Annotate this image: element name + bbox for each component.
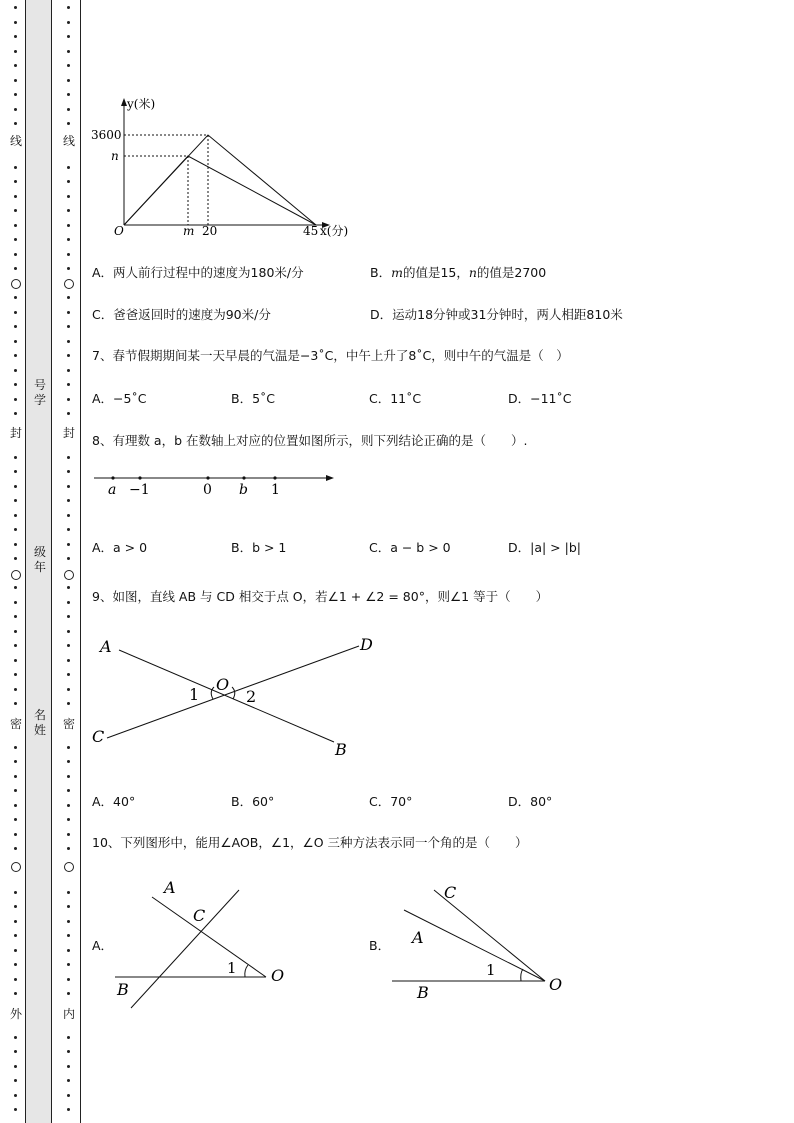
margin-dot: [14, 963, 17, 966]
q7-stem: 7、春节假期期间某一天早晨的气温是−3˚C，中午上升了8˚C，则中午的气温是（ ）: [92, 348, 569, 363]
margin-char-xian-right: 线: [63, 134, 76, 148]
margin-dot: [14, 949, 17, 952]
margin-dot: [67, 354, 70, 357]
margin-char-feng-right: 封: [63, 426, 76, 440]
margin-dot: [67, 601, 70, 604]
fig-b-label-c: C: [444, 883, 457, 902]
margin-dot: [67, 543, 70, 546]
origin-label: O: [114, 224, 124, 238]
margin-dot: [67, 325, 70, 328]
margin-dot: [14, 833, 17, 836]
margin-dot: [14, 673, 17, 676]
margin-dot: [14, 818, 17, 821]
margin-dot: [14, 934, 17, 937]
margin-dot: [14, 644, 17, 647]
q6-option-a: A．两人前行过程中的速度为180米/分: [92, 265, 304, 280]
margin-dot: [14, 499, 17, 502]
line-cd: [107, 646, 359, 738]
margin-dot: [14, 789, 17, 792]
margin-dot: [67, 21, 70, 24]
margin-dot: [67, 789, 70, 792]
x-tick-20: 20: [202, 224, 218, 238]
q8-option-d: D．|a| > |b|: [508, 540, 581, 555]
margin-dot: [67, 412, 70, 415]
margin-dot: [14, 64, 17, 67]
margin-dot: [14, 456, 17, 459]
x-tick-45: 45: [303, 224, 319, 238]
margin-dot: [67, 195, 70, 198]
point-label-d: D: [360, 635, 373, 654]
margin-dot: [14, 122, 17, 125]
margin-dot: [67, 1079, 70, 1082]
margin-dot: [67, 746, 70, 749]
label-one: 1: [271, 482, 280, 498]
margin-dot: [67, 180, 70, 183]
margin-circle: [11, 279, 21, 289]
margin-dot: [67, 1108, 70, 1111]
point-one: [273, 476, 276, 479]
margin-dot: [14, 1079, 17, 1082]
margin-dot: [14, 1036, 17, 1039]
dotted-line-inner: [67, 0, 73, 1123]
fig-a-label-o: O: [271, 966, 285, 985]
number-line: [90, 466, 340, 500]
margin-dot: [14, 847, 17, 850]
label-minus-one: −1: [129, 482, 150, 498]
point-b: [242, 476, 245, 479]
angle-1-arc: [211, 687, 214, 699]
margin-dot: [67, 6, 70, 9]
margin-dot: [67, 1036, 70, 1039]
margin-dot: [67, 688, 70, 691]
margin-dot: [14, 354, 17, 357]
margin-dot: [14, 21, 17, 24]
x-tick-m: m: [183, 224, 195, 238]
point-a: [111, 476, 114, 479]
margin-dot: [14, 108, 17, 111]
margin-dot: [14, 905, 17, 908]
margin-dot: [67, 920, 70, 923]
margin-dot: [67, 64, 70, 67]
margin-dot: [14, 557, 17, 560]
margin-dot: [67, 470, 70, 473]
margin-dot: [67, 557, 70, 560]
field-label-student-number: 号学: [33, 378, 46, 407]
margin-dot: [14, 760, 17, 763]
margin-dot: [67, 166, 70, 169]
margin-dot: [67, 905, 70, 908]
q7-option-b: B．5˚C: [231, 391, 276, 406]
margin-dot: [67, 630, 70, 633]
graph-line-child: [124, 156, 316, 225]
margin-dot: [14, 166, 17, 169]
margin-char-xian-left: 线: [10, 134, 23, 148]
margin-dot: [14, 528, 17, 531]
margin-dot: [14, 514, 17, 517]
margin-dot: [67, 833, 70, 836]
margin-dot: [14, 746, 17, 749]
margin-dot: [67, 50, 70, 53]
margin-circle: [11, 570, 21, 580]
margin-char-wai-left: 外: [10, 1007, 23, 1021]
binding-border-line: [80, 0, 81, 1123]
margin-dot: [67, 93, 70, 96]
margin-dot: [14, 543, 17, 546]
margin-dot: [14, 470, 17, 473]
margin-dot: [14, 6, 17, 9]
margin-dot: [67, 369, 70, 372]
angle-label-1: 1: [189, 685, 200, 704]
margin-dot: [67, 978, 70, 981]
margin-dot: [14, 369, 17, 372]
margin-dot: [67, 514, 70, 517]
margin-dot: [67, 398, 70, 401]
margin-dot: [14, 601, 17, 604]
margin-dot: [14, 224, 17, 227]
margin-dot: [67, 992, 70, 995]
intersecting-lines-figure: [88, 630, 388, 765]
fig-a-label-1: 1: [227, 959, 237, 977]
q8-option-a: A．a > 0: [92, 540, 148, 555]
margin-dot: [14, 630, 17, 633]
margin-dot: [14, 992, 17, 995]
margin-dot: [67, 818, 70, 821]
q6-option-d: D．运动18分钟或31分钟时，两人相距810米: [370, 307, 623, 322]
line-ab: [119, 650, 334, 742]
q6-option-c: C．爸爸返回时的速度为90米/分: [92, 307, 271, 322]
margin-char-feng-left: 封: [10, 426, 23, 440]
graph-line-dad: [124, 135, 316, 225]
margin-dot: [14, 659, 17, 662]
margin-dot: [14, 688, 17, 691]
margin-char-mi-left: 密: [10, 717, 23, 731]
q10-figure-b: [385, 876, 575, 1012]
label-b: b: [239, 482, 248, 498]
margin-dot: [67, 456, 70, 459]
margin-dot: [14, 195, 17, 198]
margin-dot: [14, 804, 17, 807]
q6-option-b-prefix: B．: [370, 265, 392, 280]
margin-char-nei-right: 内: [63, 1007, 76, 1021]
margin-dot: [14, 311, 17, 314]
margin-dot: [14, 50, 17, 53]
fig-b-ray-oa: [404, 910, 545, 981]
fig-b-angle-arc: [521, 969, 523, 981]
margin-dot: [67, 499, 70, 502]
margin-dot: [14, 325, 17, 328]
fig-a-transversal: [131, 890, 239, 1008]
q10-figure-a: [108, 876, 298, 1012]
margin-circle: [64, 279, 74, 289]
margin-dot: [67, 775, 70, 778]
margin-dot: [67, 108, 70, 111]
margin-dot: [67, 615, 70, 618]
margin-dot: [67, 296, 70, 299]
margin-dot: [67, 209, 70, 212]
margin-dot: [67, 528, 70, 531]
q8-option-c: C．a − b > 0: [369, 540, 451, 555]
point-label-o: O: [216, 675, 230, 694]
margin-circle: [11, 862, 21, 872]
fig-a-label-a: A: [164, 878, 176, 897]
fig-b-label-o: O: [549, 975, 563, 994]
margin-dot: [67, 311, 70, 314]
margin-dot: [14, 35, 17, 38]
margin-circle: [64, 570, 74, 580]
margin-dot: [67, 79, 70, 82]
margin-dot: [14, 702, 17, 705]
margin-dot: [14, 1108, 17, 1111]
number-line-arrow: [326, 475, 334, 481]
x-axis-label: x(分): [320, 224, 348, 238]
q7-option-d: D．−11˚C: [508, 391, 572, 406]
label-a: a: [108, 482, 117, 498]
q10-option-b-label: B．: [369, 938, 391, 953]
margin-dot: [14, 209, 17, 212]
margin-dot: [14, 615, 17, 618]
angle-label-2: 2: [246, 687, 257, 706]
margin-dot: [14, 775, 17, 778]
label-zero: 0: [203, 482, 212, 498]
margin-dot: [14, 891, 17, 894]
margin-dot: [67, 659, 70, 662]
q10-stem: 10、下列图形中，能用∠AOB，∠1，∠O 三种方法表示同一个角的是（ ）: [92, 835, 528, 850]
margin-dot: [14, 93, 17, 96]
binding-margin: [0, 0, 82, 1123]
margin-dot: [14, 238, 17, 241]
margin-dot: [14, 485, 17, 488]
margin-dot: [67, 383, 70, 386]
q10-option-a-label: A．: [92, 938, 114, 953]
margin-dot: [67, 702, 70, 705]
margin-dot: [14, 978, 17, 981]
margin-dot: [67, 586, 70, 589]
y-axis-label: y(米): [127, 97, 156, 111]
fig-a-label-c: C: [193, 906, 206, 925]
y-tick-n: n: [111, 149, 119, 163]
margin-dot: [67, 253, 70, 256]
fig-b-label-a: A: [412, 928, 424, 947]
margin-dot: [14, 398, 17, 401]
q6-option-b-m: m: [391, 265, 403, 280]
margin-dot: [67, 1094, 70, 1097]
field-label-name: 名姓: [33, 708, 46, 737]
distance-time-graph: [88, 92, 348, 242]
q6-option-b-mid: 的值是15，: [402, 265, 469, 280]
margin-dot: [14, 1050, 17, 1053]
margin-dot: [67, 949, 70, 952]
point-label-c: C: [92, 727, 105, 746]
margin-dot: [67, 804, 70, 807]
margin-dot: [14, 1094, 17, 1097]
field-label-grade: 级年: [33, 545, 46, 574]
q9-option-b: B．60°: [231, 794, 275, 809]
margin-dot: [67, 340, 70, 343]
margin-dot: [14, 296, 17, 299]
fig-b-label-1: 1: [486, 961, 496, 979]
margin-dot: [67, 224, 70, 227]
q9-stem: 9、如图，直线 AB 与 CD 相交于点 O，若∠1 + ∠2 = 80°，则∠1 等于（ ）: [92, 589, 549, 604]
q7-option-a: A．−5˚C: [92, 391, 147, 406]
margin-dot: [67, 238, 70, 241]
q6-option-b-n: n: [468, 265, 477, 280]
q6-option-b-post: 的值是2700: [476, 265, 547, 280]
margin-dot: [67, 891, 70, 894]
angle-2-arc: [232, 687, 235, 699]
q8-stem: 8、有理数 a，b 在数轴上对应的位置如图所示，则下列结论正确的是（ ）.: [92, 433, 528, 448]
margin-dot: [14, 267, 17, 270]
margin-dot: [67, 1050, 70, 1053]
point-label-a: A: [100, 637, 112, 656]
fig-a-ray-oa: [152, 897, 266, 977]
margin-dot: [67, 267, 70, 270]
margin-dot: [67, 673, 70, 676]
fig-a-angle-arc: [245, 965, 248, 977]
margin-dot: [14, 1065, 17, 1068]
fig-a-label-b: B: [117, 980, 129, 999]
q9-option-d: D．80°: [508, 794, 553, 809]
q8-option-b: B．b > 1: [231, 540, 287, 555]
point-label-b: B: [335, 740, 347, 759]
margin-dot: [67, 485, 70, 488]
margin-dot: [67, 35, 70, 38]
dotted-line-outer: [14, 0, 20, 1123]
point-minus-one: [138, 476, 141, 479]
point-zero: [206, 476, 209, 479]
q9-option-c: C．70°: [369, 794, 413, 809]
y-tick-3600: 3600: [91, 128, 122, 142]
margin-dot: [14, 253, 17, 256]
margin-dot: [14, 383, 17, 386]
margin-dot: [67, 847, 70, 850]
margin-dot: [14, 340, 17, 343]
q7-option-c: C．11˚C: [369, 391, 422, 406]
margin-dot: [14, 79, 17, 82]
q6-option-b: [370, 263, 546, 281]
fig-b-label-b: B: [417, 983, 429, 1002]
margin-dot: [67, 122, 70, 125]
margin-dot: [67, 760, 70, 763]
q9-option-a: A．40°: [92, 794, 136, 809]
margin-dot: [67, 963, 70, 966]
margin-dot: [67, 644, 70, 647]
margin-dot: [14, 586, 17, 589]
margin-dot: [14, 920, 17, 923]
margin-dot: [14, 180, 17, 183]
margin-dot: [67, 1065, 70, 1068]
margin-circle: [64, 862, 74, 872]
margin-char-mi-right: 密: [63, 717, 76, 731]
margin-dot: [14, 412, 17, 415]
margin-dot: [67, 934, 70, 937]
